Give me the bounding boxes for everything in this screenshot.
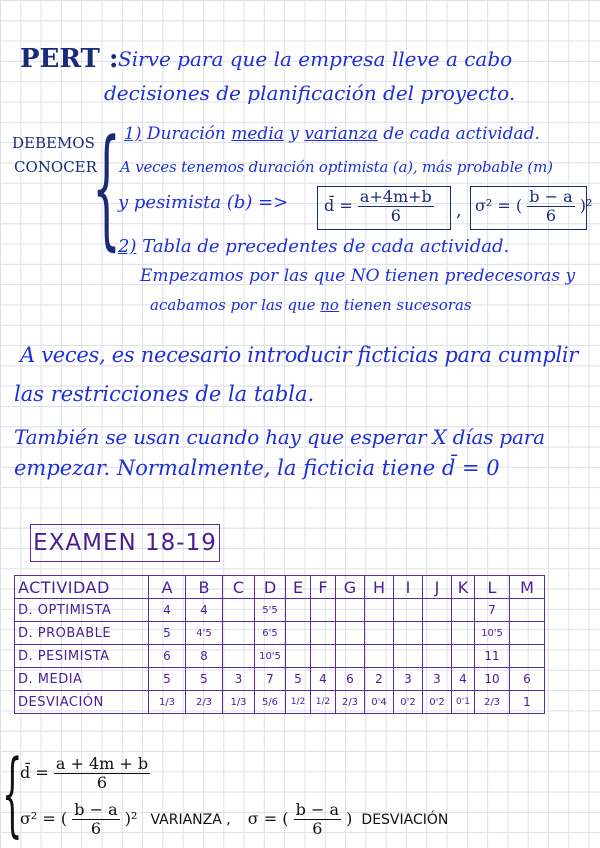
header-cell: M — [510, 576, 545, 599]
table-cell — [336, 622, 365, 645]
table-cell — [510, 622, 545, 645]
table-cell — [286, 645, 311, 668]
conocer-label: CONOCER — [14, 158, 97, 176]
table-cell: 1/3 — [223, 691, 255, 714]
table-header-row — [15, 576, 545, 599]
header-cell: F — [311, 576, 336, 599]
item-2-number: 2) — [118, 236, 137, 257]
table-cell: 11 — [475, 645, 510, 668]
bottom-mean-denominator: 6 — [96, 773, 108, 792]
table-cell: 1/2 — [311, 691, 336, 714]
bottom-variance-fraction — [72, 802, 119, 837]
mean-formula-box — [317, 186, 451, 230]
ficticias-line-2: las restricciones de la tabla. — [14, 382, 315, 406]
table-cell: 7 — [255, 668, 286, 691]
table-cell — [365, 645, 394, 668]
row-label: DESVIACIÓN — [15, 691, 149, 714]
table-cell — [311, 622, 336, 645]
variance-formula-denominator: 6 — [545, 206, 557, 225]
table-cell — [311, 599, 336, 622]
formula-comma: , — [456, 200, 462, 221]
bottom-variance-formula — [20, 802, 448, 837]
bottom-mean-numerator: a + 4m + b — [55, 754, 149, 773]
table-cell: 4 — [149, 599, 186, 622]
table-cell: 5 — [149, 622, 186, 645]
item-1-y: y — [289, 124, 299, 144]
table-cell: 0'2 — [394, 691, 423, 714]
header-cell: D — [255, 576, 286, 599]
row-label: D. MEDIA — [15, 668, 149, 691]
table-cell — [452, 622, 475, 645]
left-brace: { — [92, 111, 121, 263]
table-cell: 4 — [452, 668, 475, 691]
variance-label: VARIANZA , — [150, 812, 231, 828]
table-cell — [365, 622, 394, 645]
formulas-brace: { — [2, 740, 23, 847]
item-1-varianza: varianza — [304, 124, 378, 144]
table-cell: 6'5 — [255, 622, 286, 645]
header-cell: B — [186, 576, 223, 599]
table-cell: 2/3 — [336, 691, 365, 714]
bottom-variance-numerator: b − a — [74, 800, 118, 819]
header-cell: A — [149, 576, 186, 599]
variance-formula-lhs: σ² = ( — [475, 196, 523, 215]
mean-formula-lhs: d̄ = — [324, 196, 353, 215]
table-cell: 5/6 — [255, 691, 286, 714]
exam-title: EXAMEN 18-19 — [30, 524, 220, 562]
table-cell — [394, 645, 423, 668]
bottom-desv-rhs: ) — [346, 809, 353, 828]
mean-formula-denominator: 6 — [390, 206, 401, 225]
item-2-line-1: Tabla de precedentes de cada actividad. — [142, 236, 510, 257]
item-2-line-3 — [150, 296, 472, 314]
table-cell: 10 — [475, 668, 510, 691]
mean-formula — [324, 189, 434, 224]
table-row — [15, 668, 545, 691]
row-label: D. PROBABLE — [15, 622, 149, 645]
table-cell: 10'5 — [475, 622, 510, 645]
header-cell: L — [475, 576, 510, 599]
table-cell — [452, 645, 475, 668]
bottom-variance-lhs: σ² = ( — [20, 809, 68, 828]
header-cell: J — [423, 576, 452, 599]
table-cell — [423, 599, 452, 622]
table-cell — [452, 599, 475, 622]
table-cell: 3 — [394, 668, 423, 691]
table-cell — [423, 645, 452, 668]
table-cell: 5'5 — [255, 599, 286, 622]
bottom-variance-denominator: 6 — [90, 819, 102, 838]
header-cell: G — [336, 576, 365, 599]
table-cell — [223, 622, 255, 645]
table-cell — [510, 645, 545, 668]
table-cell: 1/3 — [149, 691, 186, 714]
item-1-post: de cada actividad. — [383, 124, 540, 144]
desviacion-label: DESVIACIÓN — [361, 812, 449, 828]
header-cell: H — [365, 576, 394, 599]
mean-formula-fraction — [358, 189, 434, 224]
table-cell — [286, 599, 311, 622]
header-cell: I — [394, 576, 423, 599]
table-cell: 1 — [510, 691, 545, 714]
table-cell: 8 — [186, 645, 223, 668]
table-cell: 4'5 — [186, 622, 223, 645]
ficticias-line-4: empezar. Normalmente, la ficticia tiene d̄ = 0 — [14, 456, 500, 480]
item-2-line-3-b: tienen sucesoras — [343, 296, 472, 314]
ficticias-line-3: También se usan cuando hay que esperar X días para — [14, 425, 545, 449]
table-cell — [394, 622, 423, 645]
bottom-mean-fraction — [54, 756, 150, 791]
pert-line-2: decisiones de planificación del proyecto. — [104, 81, 516, 105]
variance-formula — [475, 189, 592, 224]
table-cell: 5 — [286, 668, 311, 691]
header-cell: ACTIVIDAD — [15, 576, 149, 599]
bottom-desv-denominator: 6 — [312, 819, 323, 838]
variance-formula-rhs: )² — [579, 196, 593, 215]
bottom-desv-numerator: b − a — [295, 800, 339, 819]
table-cell: 0'1 — [452, 691, 475, 714]
debemos-label: DEBEMOS — [12, 134, 95, 152]
item-1-duracion: Duración — [146, 124, 226, 144]
header-cell: C — [223, 576, 255, 599]
table-cell — [223, 599, 255, 622]
variance-formula-box — [470, 186, 593, 230]
ficticias-line-1: A veces, es necesario introducir ficticias para cumplir — [20, 343, 579, 367]
table-cell — [311, 645, 336, 668]
item-2-line-3-no: no — [320, 296, 339, 314]
bottom-mean-lhs: d̄ = — [20, 763, 49, 782]
table-cell — [394, 599, 423, 622]
table-cell: 4 — [186, 599, 223, 622]
variance-formula-fraction — [527, 189, 574, 224]
row-label: D. PESIMISTA — [15, 645, 149, 668]
table-cell: 2 — [365, 668, 394, 691]
row-label: D. OPTIMISTA — [15, 599, 149, 622]
table-cell — [223, 645, 255, 668]
mean-formula-numerator: a+4m+b — [359, 187, 432, 206]
header-cell: E — [286, 576, 311, 599]
table-cell: 6 — [336, 668, 365, 691]
item-1-line-3: y pesimista (b) => — [118, 192, 289, 213]
table-cell: 10'5 — [255, 645, 286, 668]
table-cell: 2/3 — [186, 691, 223, 714]
item-1-number: 1) — [124, 124, 142, 144]
table-cell — [286, 622, 311, 645]
table-cell: 5 — [149, 668, 186, 691]
table-row — [15, 622, 545, 645]
table-cell: 3 — [423, 668, 452, 691]
table-cell: 2/3 — [475, 691, 510, 714]
table-cell — [510, 599, 545, 622]
pert-line-1: Sirve para que la empresa lleve a cabo — [118, 47, 513, 71]
bottom-mean-formula — [20, 756, 150, 791]
item-2-line-3-a: acabamos por las que — [150, 296, 316, 314]
table-cell: 6 — [510, 668, 545, 691]
table-row — [15, 691, 545, 714]
table-cell: 4 — [311, 668, 336, 691]
item-1-media: media — [231, 124, 284, 144]
item-1-line-2: A veces tenemos duración optimista (a), más probable (m) — [120, 158, 553, 176]
exam-table — [14, 575, 545, 714]
table-cell — [336, 599, 365, 622]
table-cell: 1/2 — [286, 691, 311, 714]
table-cell: 5 — [186, 668, 223, 691]
table-row — [15, 599, 545, 622]
bottom-variance-rhs: )² — [124, 809, 138, 828]
table-cell: 6 — [149, 645, 186, 668]
table-cell: 0'2 — [423, 691, 452, 714]
pert-title: PERT : — [20, 44, 119, 74]
item-2 — [118, 236, 509, 257]
item-1 — [124, 124, 540, 144]
table-cell — [365, 599, 394, 622]
variance-formula-numerator: b − a — [529, 187, 573, 206]
bottom-desv-fraction — [294, 802, 341, 837]
table-cell — [336, 645, 365, 668]
table-cell — [423, 622, 452, 645]
table-cell: 3 — [223, 668, 255, 691]
table-row — [15, 645, 545, 668]
table-cell: 0'4 — [365, 691, 394, 714]
table-cell: 7 — [475, 599, 510, 622]
item-2-line-2: Empezamos por las que NO tienen predecesoras y — [140, 266, 576, 286]
header-cell: K — [452, 576, 475, 599]
bottom-desv-lhs: σ = ( — [247, 809, 289, 828]
